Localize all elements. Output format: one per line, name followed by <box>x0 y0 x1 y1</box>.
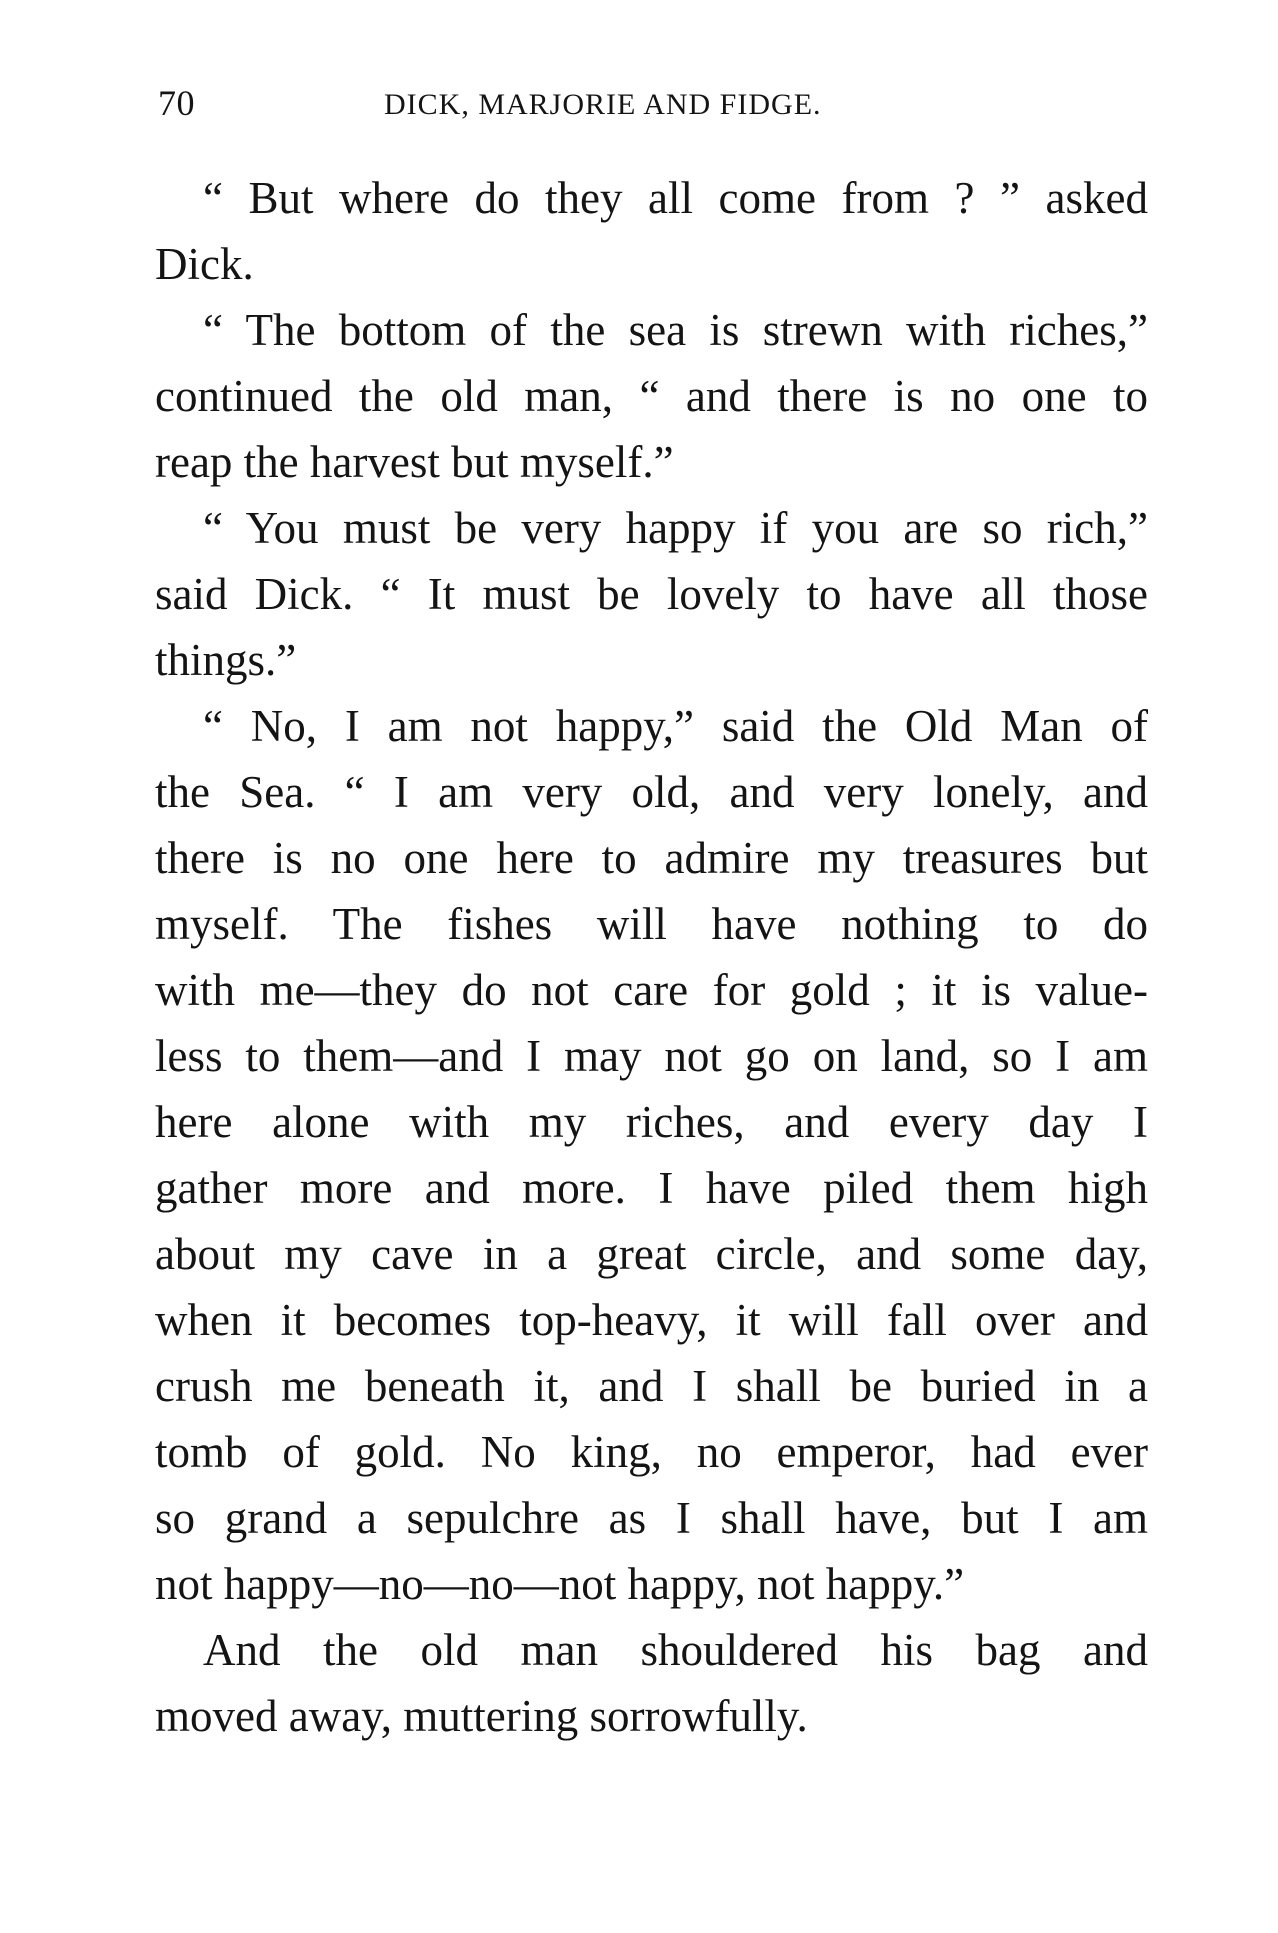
text-line: about my cave in a great circle, and some day, <box>155 1229 1148 1279</box>
paragraph <box>155 495 1148 693</box>
text-line: “ But where do they all come from ? ” asked <box>203 173 1148 223</box>
body-text <box>155 165 1148 1749</box>
running-title: DICK, MARJORIE AND FIDGE. <box>384 88 822 121</box>
text-line: here alone with my riches, and every day I <box>155 1097 1148 1147</box>
text-line: not happy—no—no—not happy, not happy.” <box>155 1559 965 1609</box>
text-line: moved away, muttering sorrowfully. <box>155 1691 808 1741</box>
text-line: Dick. <box>155 239 254 289</box>
text-line: gather more and more. I have piled them high <box>155 1163 1148 1213</box>
text-line: things.” <box>155 635 297 685</box>
text-line: continued the old man, “ and there is no one to <box>155 371 1148 421</box>
page-number: 70 <box>158 83 195 123</box>
text-line: “ The bottom of the sea is strewn with riches,” <box>203 305 1148 355</box>
text-line: And the old man shouldered his bag and <box>203 1625 1148 1675</box>
text-line: reap the harvest but myself.” <box>155 437 674 487</box>
text-line: tomb of gold. No king, no emperor, had ever <box>155 1427 1148 1477</box>
paragraph <box>155 165 1148 297</box>
text-line: so grand a sepulchre as I shall have, but I am <box>155 1493 1148 1543</box>
text-line: myself. The fishes will have nothing to do <box>155 899 1148 949</box>
paragraph <box>155 297 1148 495</box>
text-line: with me—they do not care for gold ; it is value- <box>155 965 1148 1015</box>
text-line: when it becomes top-heavy, it will fall over and <box>155 1295 1148 1345</box>
text-line: the Sea. “ I am very old, and very lonely, and <box>155 767 1148 817</box>
paragraph <box>155 693 1148 1617</box>
paragraph <box>155 1617 1148 1749</box>
text-line: “ You must be very happy if you are so rich,” <box>203 503 1148 553</box>
running-head <box>158 82 1148 132</box>
text-line: less to them—and I may not go on land, so I am <box>155 1031 1148 1081</box>
text-line: there is no one here to admire my treasures but <box>155 833 1148 883</box>
text-line: crush me beneath it, and I shall be buried in a <box>155 1361 1148 1411</box>
text-line: said Dick. “ It must be lovely to have all those <box>155 569 1148 619</box>
text-line: “ No, I am not happy,” said the Old Man of <box>203 701 1148 751</box>
